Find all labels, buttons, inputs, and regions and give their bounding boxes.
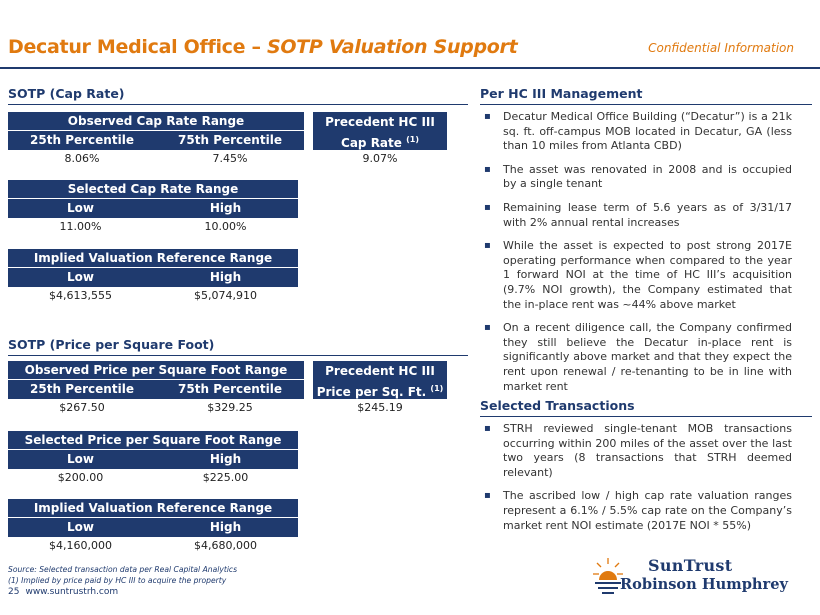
bullet-item: ▪ STRH reviewed single-tenant MOB transactions occurring within 200 miles of the asset over the last two years (8 transactions that STRH deemed relevant) xyxy=(480,422,792,480)
table-cell: 10.00% xyxy=(204,220,247,233)
section-transactions-heading: Selected Transactions xyxy=(480,398,635,413)
implied-valuation-psf-table xyxy=(8,499,298,555)
column-header: Low xyxy=(67,270,94,284)
column-header: High xyxy=(209,270,242,284)
section-cap-rate-rule xyxy=(8,104,468,105)
bullet-item: ▪ On a recent diligence call, the Company confirmed they still believe the Decatur in-place rent is significantly above market and that they expect the rent upon renewal / re-tenanting to be in line with market rent xyxy=(480,321,792,394)
table-row xyxy=(8,469,298,487)
section-psf-heading: SOTP (Price per Square Foot) xyxy=(8,337,215,352)
table-cell: $200.00 xyxy=(57,471,104,484)
table-title: Selected Cap Rate Range xyxy=(8,180,298,199)
bullet-item: ▪ Remaining lease term of 5.6 years as of 3/31/17 with 2% annual rental increases xyxy=(480,201,792,230)
transactions-bullets xyxy=(480,422,792,542)
precedent-header xyxy=(313,112,447,150)
table-cell: 7.45% xyxy=(212,152,248,165)
section-management-rule xyxy=(480,104,812,105)
table-cell: $4,680,000 xyxy=(194,539,257,552)
footnote-ref: (1) xyxy=(406,135,419,144)
column-header: 75th Percentile xyxy=(178,382,282,396)
page-footer xyxy=(8,587,118,597)
table-column-headers xyxy=(8,518,298,537)
precedent-title: Precedent HC III xyxy=(325,115,435,129)
table-cell: $225.00 xyxy=(202,471,249,484)
section-psf-rule xyxy=(8,355,468,356)
observed-cap-rate-table xyxy=(8,112,304,168)
table-column-headers xyxy=(8,450,298,469)
website-link[interactable]: www.suntrustrh.com xyxy=(25,587,119,597)
source-note: Source: Selected transaction data per Real Capital Analytics xyxy=(8,565,238,574)
table-cell: $4,613,555 xyxy=(49,289,112,302)
footnote-1: (1) Implied by price paid by HC III to acquire the property xyxy=(8,576,227,585)
precedent-metric: Price per Sq. Ft. xyxy=(316,385,427,399)
header-rule xyxy=(0,67,820,69)
precedent-subtitle xyxy=(313,380,447,401)
suntrust-logo xyxy=(592,556,812,604)
precedent-metric: Cap Rate xyxy=(341,136,402,150)
precedent-cap-rate xyxy=(313,112,447,168)
title-subtitle: SOTP Valuation Support xyxy=(267,36,518,58)
bullet-item: ▪ Decatur Medical Office Building (“Decatur”) is a 21k sq. ft. off-campus MOB located in Decatur, GA (less than 10 miles from Atlanta CBD) xyxy=(480,110,792,154)
table-title: Implied Valuation Reference Range xyxy=(8,249,298,268)
table-title: Observed Cap Rate Range xyxy=(8,112,304,131)
table-cell: 8.06% xyxy=(64,152,100,165)
table-cell: $329.25 xyxy=(207,401,253,414)
table-title: Observed Price per Square Foot Range xyxy=(8,361,304,380)
table-row xyxy=(8,218,298,236)
selected-cap-rate-table xyxy=(8,180,298,236)
table-column-headers xyxy=(8,131,304,150)
precedent-psf xyxy=(313,361,447,417)
table-cell: $4,160,000 xyxy=(49,539,112,552)
table-cell: 11.00% xyxy=(59,220,102,233)
implied-valuation-cap-table xyxy=(8,249,298,305)
logo-line-1: SunTrust xyxy=(648,556,733,575)
section-transactions-rule xyxy=(480,416,812,417)
column-header: High xyxy=(209,452,242,466)
section-management-heading: Per HC III Management xyxy=(480,86,643,101)
column-header: 25th Percentile xyxy=(30,382,134,396)
bullet-item: ▪ While the asset is expected to post strong 2017E operating performance when compared to the year 1 forward NOI at the time of HC III’s acquisition (9.7% NOI growth), the Company estimated that the in-place rent was ~44% above market xyxy=(480,239,792,312)
precedent-title: Precedent HC III xyxy=(325,364,435,378)
bullet-item: ▪ The ascribed low / high cap rate valuation ranges represent a 6.1% / 5.5% cap rate on the Company’s market rent NOI estimate (2017E NOI * 55%) xyxy=(480,489,792,533)
title-main: Decatur Medical Office – xyxy=(8,36,268,58)
table-row xyxy=(8,150,304,168)
table-column-headers xyxy=(8,199,298,218)
table-column-headers xyxy=(8,268,298,287)
page-number: 25 xyxy=(8,587,20,597)
table-cell: $5,074,910 xyxy=(194,289,257,302)
management-bullets xyxy=(480,110,792,403)
selected-psf-table xyxy=(8,431,298,487)
table-row xyxy=(8,399,304,417)
table-title: Selected Price per Square Foot Range xyxy=(8,431,298,450)
table-cell: $267.50 xyxy=(59,401,105,414)
bullet-item: ▪ The asset was renovated in 2008 and is occupied by a single tenant xyxy=(480,163,792,192)
confidential-label: Confidential Information xyxy=(648,41,794,55)
observed-psf-table xyxy=(8,361,304,417)
table-row xyxy=(8,537,298,555)
footnote-ref: (1) xyxy=(430,384,444,393)
precedent-subtitle xyxy=(313,131,447,152)
section-cap-rate-heading: SOTP (Cap Rate) xyxy=(8,86,125,101)
column-header: Low xyxy=(67,520,94,534)
column-header: 25th Percentile xyxy=(30,133,134,147)
precedent-value: $245.19 xyxy=(357,401,403,414)
table-row xyxy=(8,287,298,305)
logo-line-2: Robinson Humphrey xyxy=(620,576,788,593)
table-column-headers xyxy=(8,380,304,399)
table-title: Implied Valuation Reference Range xyxy=(8,499,298,518)
precedent-value: 9.07% xyxy=(362,152,398,165)
precedent-header xyxy=(313,361,447,399)
column-header: Low xyxy=(67,201,94,215)
page-title xyxy=(8,36,517,58)
column-header: High xyxy=(209,520,242,534)
column-header: Low xyxy=(67,452,94,466)
column-header: 75th Percentile xyxy=(178,133,282,147)
column-header: High xyxy=(209,201,242,215)
